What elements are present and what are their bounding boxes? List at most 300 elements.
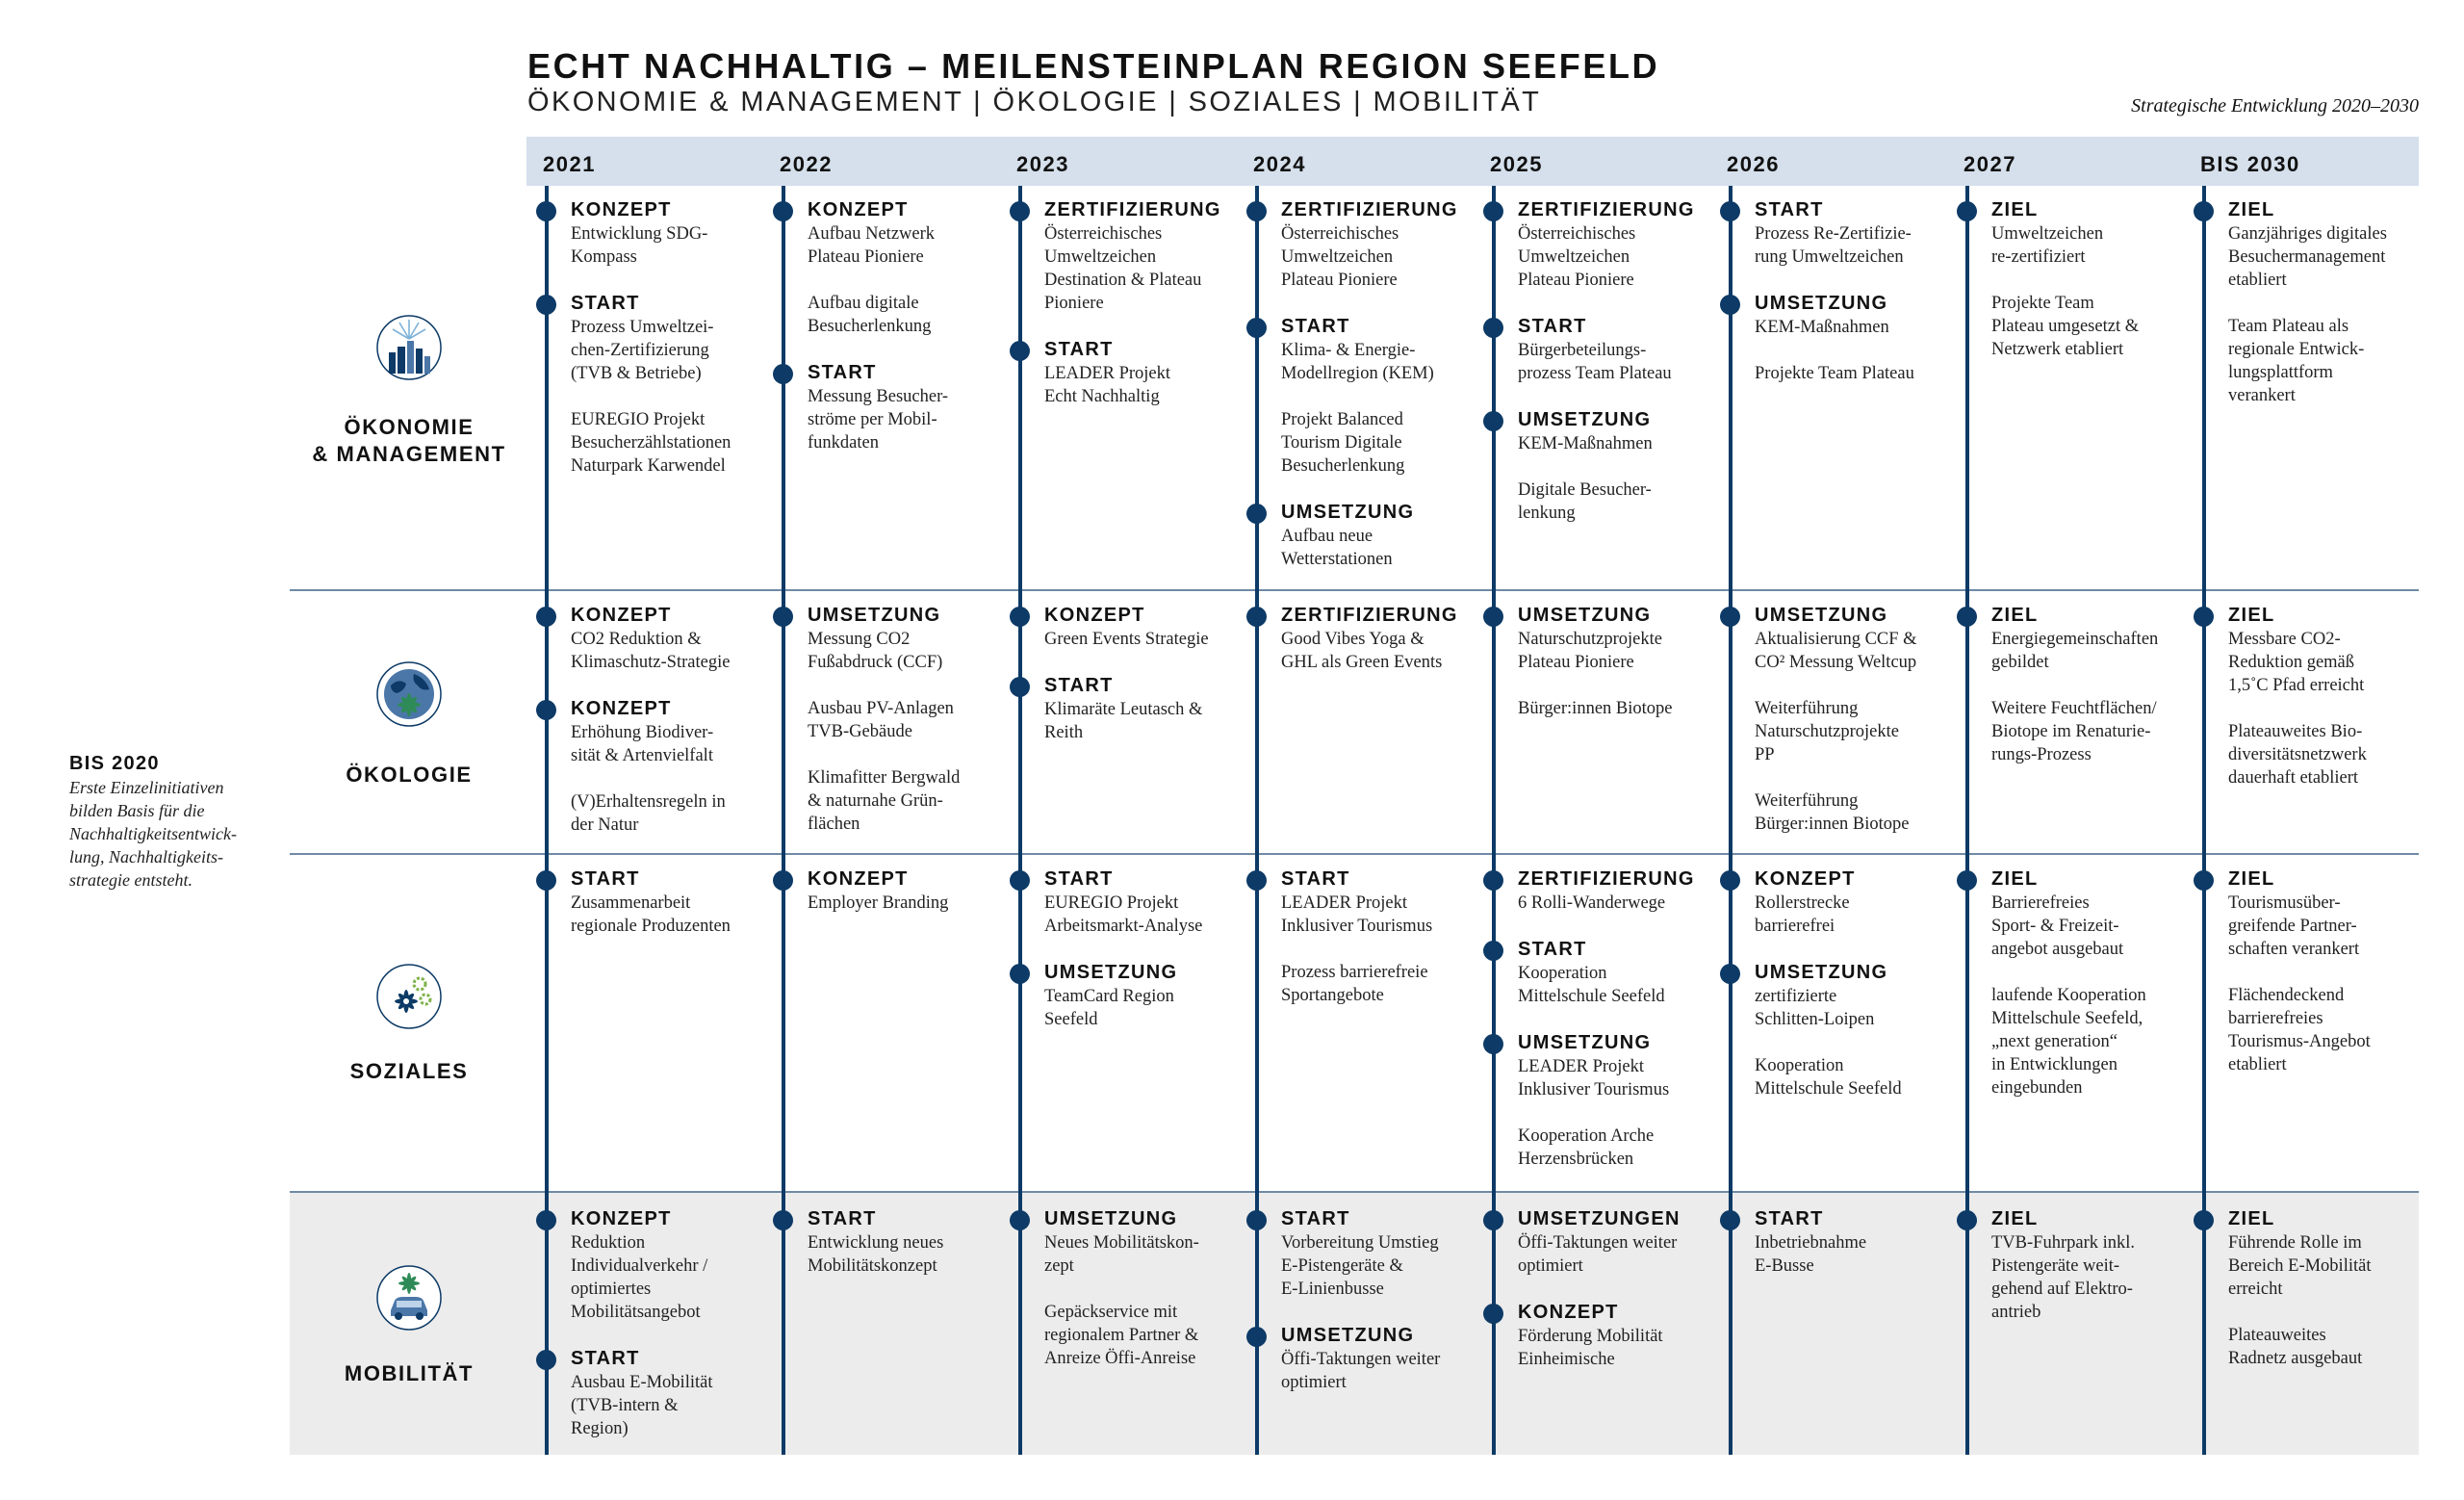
milestone-text: Projekte Team Plateau <box>1755 364 1914 383</box>
milestone-dot <box>773 1210 793 1230</box>
milestone-entry <box>1755 1207 1945 1278</box>
milestone-entry <box>1991 198 2182 269</box>
milestone-entry <box>808 604 998 674</box>
milestone-label: UMSETZUNG <box>1518 409 1652 430</box>
milestone-entry <box>1518 408 1708 455</box>
milestone-entry <box>1518 1207 1708 1278</box>
milestone-cell <box>2228 1207 2419 1393</box>
milestone-entry <box>1755 198 1945 269</box>
year-label: BIS 2030 <box>2200 152 2300 176</box>
flower-gears-icon <box>375 963 443 1030</box>
milestone-text: Weitere Feuchtflächen/ Biotope im Renaturie- rungs-Prozess <box>1991 699 2157 764</box>
milestone-text: Good Vibes Yoga & GHL als Green Events <box>1281 630 1443 672</box>
milestone-text: Erhöhung Biodiver- sität & Artenvielfalt <box>571 723 714 765</box>
milestone-text: Weiterführung Naturschutzprojekte PP <box>1755 699 1899 764</box>
milestone-dot <box>1246 607 1267 627</box>
bis-2020-heading: BIS 2020 <box>69 753 160 774</box>
milestone-dot <box>1957 1210 1977 1230</box>
milestone-entry <box>1518 604 1708 674</box>
milestone-entry <box>571 408 761 478</box>
milestone-dot <box>2194 870 2214 891</box>
milestone-text: Tourismusüber- greifende Partner- schaften verankert <box>2228 893 2360 959</box>
milestone-dot <box>1957 870 1977 891</box>
milestone-label: ZERTIFIZIERUNG <box>1281 605 1458 626</box>
year-label: 2023 <box>1016 152 1069 176</box>
milestone-cell <box>2228 867 2419 1099</box>
milestone-text: CO2 Reduktion & Klimaschutz-Strategie <box>571 630 731 672</box>
milestone-cell <box>2228 198 2419 430</box>
milestone-label: UMSETZUNG <box>1281 502 1415 523</box>
milestone-dot <box>536 870 556 891</box>
milestone-entry <box>1518 938 1708 1008</box>
milestone-cell <box>1518 867 1708 1194</box>
milestone-label: START <box>1044 868 1114 890</box>
milestone-dot <box>1720 201 1740 221</box>
milestone-dot <box>1720 607 1740 627</box>
milestone-entry <box>1518 1031 1708 1101</box>
milestone-label: START <box>808 362 877 383</box>
milestone-text: Employer Branding <box>808 893 949 913</box>
milestone-entry <box>1755 697 1945 766</box>
milestone-text: Ausbau PV-Anlagen TVB-Gebäude <box>808 699 954 741</box>
milestone-text: 6 Rolli-Wanderwege <box>1518 893 1666 913</box>
milestone-dot <box>536 295 556 315</box>
milestone-text: Rollerstrecke barrierefrei <box>1755 893 1850 936</box>
milestone-entry <box>1991 697 2182 766</box>
milestone-cell <box>1991 604 2182 789</box>
milestone-entry <box>1518 198 1708 292</box>
bis-2020-text: Erste Einzelinitiativen bilden Basis für die Nachhaltigkeitsentwick- lung, Nachhaltigkeits- strategie entsteht. <box>69 778 237 890</box>
milestone-text: Bürgerbeteilungs- prozess Team Plateau <box>1518 341 1672 383</box>
milestone-dot <box>536 607 556 627</box>
milestone-label: UMSETZUNGEN <box>1518 1208 1681 1229</box>
milestone-entry <box>808 361 998 454</box>
year-label: 2024 <box>1253 152 1306 176</box>
milestone-dot <box>1720 870 1740 891</box>
milestone-entry <box>571 790 761 837</box>
milestone-cell <box>1518 198 1708 548</box>
row-label: ÖKOLOGIE <box>346 763 473 787</box>
milestone-dot <box>773 870 793 891</box>
milestone-dot <box>536 1350 556 1370</box>
milestone-text: Messbare CO2- Reduktion gemäß 1,5˚C Pfad erreicht <box>2228 630 2365 695</box>
milestone-cell <box>571 198 761 501</box>
milestone-entry <box>571 867 761 938</box>
milestone-entry <box>1281 315 1472 385</box>
milestone-text: Barrierefreies Sport- & Freizeit- angebot ausgebaut <box>1991 893 2124 959</box>
milestone-entry <box>808 867 998 915</box>
milestone-dot <box>536 700 556 720</box>
milestone-label: ZIEL <box>2228 868 2275 890</box>
milestone-label: KONZEPT <box>808 868 909 890</box>
milestone-cell <box>808 604 998 859</box>
milestone-text: Entwicklung neues Mobilitätskonzept <box>808 1233 944 1276</box>
milestone-entry <box>808 766 998 836</box>
milestone-entry <box>808 1207 998 1278</box>
milestone-label: START <box>1044 339 1114 360</box>
milestone-cell <box>1991 867 2182 1123</box>
milestone-label: UMSETZUNG <box>1518 605 1652 626</box>
milestone-text: Inbetriebnahme E-Busse <box>1755 1233 1867 1276</box>
milestone-entry <box>2228 867 2419 961</box>
milestone-text: (V)Erhaltensregeln in der Natur <box>571 792 726 835</box>
milestone-text: Messung Besucher- ströme per Mobil- funkdaten <box>808 387 949 453</box>
milestone-cell <box>1044 198 1235 431</box>
milestone-entry <box>1755 292 1945 339</box>
milestone-text: Green Events Strategie <box>1044 630 1209 649</box>
milestone-cell <box>1991 1207 2182 1347</box>
bis-2020-note <box>69 751 291 892</box>
timeline-line <box>1492 186 1496 1455</box>
milestone-text: Vorbereitung Umstieg E-Pistengeräte & E-Linienbusse <box>1281 1233 1439 1299</box>
milestone-dot <box>1246 1327 1267 1347</box>
milestone-entry <box>1044 961 1235 1031</box>
milestone-text: EUREGIO Projekt Arbeitsmarkt-Analyse <box>1044 893 1203 936</box>
milestone-cell <box>1281 198 1472 594</box>
milestone-cell <box>2228 604 2419 813</box>
milestone-label: UMSETZUNG <box>1044 1208 1178 1229</box>
milestone-entry <box>2228 315 2419 407</box>
milestone-dot <box>1483 941 1503 961</box>
year-label: 2022 <box>780 152 833 176</box>
milestone-entry <box>1991 292 2182 361</box>
row-label: MOBILITÄT <box>344 1361 475 1385</box>
milestone-cell <box>1755 604 1945 859</box>
milestone-cell <box>1044 604 1235 767</box>
milestone-entry <box>1518 1301 1708 1371</box>
milestone-text: Österreichisches Umweltzeichen Plateau Pioniere <box>1281 224 1399 290</box>
timeline-line <box>1255 186 1259 1455</box>
milestone-label: START <box>571 293 640 314</box>
milestone-label: ZIEL <box>1991 868 2039 890</box>
milestone-dot <box>1246 201 1267 221</box>
milestone-dot <box>773 201 793 221</box>
milestone-text: Öffi-Taktungen weiter optimiert <box>1281 1350 1441 1392</box>
milestone-text: Reduktion Individualverkehr / optimiertes Mobilitätsangebot <box>571 1233 708 1322</box>
milestone-dot <box>1957 607 1977 627</box>
milestone-text: KEM-Maßnahmen <box>1518 434 1653 453</box>
milestone-text: KEM-Maßnahmen <box>1755 318 1889 337</box>
milestone-text: Förderung Mobilität Einheimische <box>1518 1327 1663 1369</box>
milestone-text: Entwicklung SDG- Kompass <box>571 224 708 267</box>
milestone-dot <box>1010 677 1030 697</box>
milestone-label: START <box>1518 316 1587 337</box>
milestone-text: Plateauweites Radnetz ausgebaut <box>2228 1326 2363 1368</box>
milestone-cell <box>571 1207 761 1463</box>
city-skyline-icon <box>375 314 443 381</box>
milestone-text: Aufbau digitale Besucherlenkung <box>808 294 932 336</box>
milestone-label: KONZEPT <box>1755 868 1856 890</box>
milestone-entry <box>2228 984 2419 1076</box>
milestone-text: Flächendeckend barrierefreies Tourismus-Angebot etabliert <box>2228 986 2371 1074</box>
milestone-label: UMSETZUNG <box>1518 1032 1652 1053</box>
row-separator <box>290 1191 2419 1193</box>
milestone-entry <box>571 697 761 767</box>
milestone-text: Digitale Besucher- lenkung <box>1518 480 1652 523</box>
milestone-text: Bürger:innen Biotope <box>1518 699 1673 718</box>
milestone-entry <box>2228 1207 2419 1301</box>
milestone-text: TVB-Fuhrpark inkl. Pistengeräte weit- gehend auf Elektro- antrieb <box>1991 1233 2136 1322</box>
milestone-text: Klima- & Energie- Modellregion (KEM) <box>1281 341 1434 383</box>
milestone-label: START <box>1518 939 1587 960</box>
milestone-entry <box>1044 604 1235 651</box>
milestone-text: Prozess barrierefreie Sportangebote <box>1281 963 1428 1005</box>
milestone-entry <box>2228 604 2419 697</box>
milestone-entry <box>571 604 761 674</box>
milestone-label: ZIEL <box>1991 199 2039 220</box>
milestone-label: UMSETZUNG <box>1755 605 1888 626</box>
milestone-text: Energiegemeinschaften gebildet <box>1991 630 2159 672</box>
milestone-cell <box>808 1207 998 1301</box>
milestone-entry <box>1281 408 1472 478</box>
milestone-cell <box>1755 1207 1945 1301</box>
milestone-dot <box>2194 201 2214 221</box>
milestone-entry <box>1281 198 1472 292</box>
timeline-line <box>1018 186 1022 1455</box>
milestone-cell <box>571 867 761 961</box>
milestone-entry <box>2228 198 2419 292</box>
milestone-entry <box>1044 1207 1235 1278</box>
milestone-dot <box>773 364 793 384</box>
milestone-dot <box>1483 1034 1503 1054</box>
car-leaf-icon <box>375 1264 443 1332</box>
milestone-text: Aufbau Netzwerk Plateau Pioniere <box>808 224 936 267</box>
milestone-text: Ausbau E-Mobilität (TVB-intern & Region) <box>571 1373 713 1438</box>
milestone-text: Prozess Re-Zertifizie- rung Umweltzeichen <box>1755 224 1912 267</box>
milestone-text: Naturschutzprojekte Plateau Pioniere <box>1518 630 1662 672</box>
year-label: 2021 <box>543 152 596 176</box>
milestone-label: START <box>1755 199 1824 220</box>
milestone-text: Gepäckservice mit regionalem Partner & Anreize Öffi-Anreise <box>1044 1303 1199 1368</box>
milestone-label: ZERTIFIZIERUNG <box>1518 199 1695 220</box>
milestone-label: UMSETZUNG <box>1755 293 1888 314</box>
milestone-label: KONZEPT <box>571 199 672 220</box>
globe-leaf-icon <box>375 660 443 728</box>
milestone-entry <box>1755 1054 1945 1100</box>
milestone-entry <box>1281 867 1472 938</box>
milestone-text: Aufbau neue Wetterstationen <box>1281 527 1393 569</box>
milestone-text: Projekte Team Plateau umgesetzt & Netzwerk etabliert <box>1991 294 2140 359</box>
milestone-text: LEADER Projekt Inklusiver Tourismus <box>1518 1057 1670 1099</box>
milestone-dot <box>1010 607 1030 627</box>
milestone-text: Österreichisches Umweltzeichen Plateau Pioniere <box>1518 224 1636 290</box>
milestone-text: Zusammenarbeit regionale Produzenten <box>571 893 731 936</box>
milestone-dot <box>1720 964 1740 984</box>
milestone-label: UMSETZUNG <box>808 605 941 626</box>
year-label: 2025 <box>1490 152 1543 176</box>
milestone-cell <box>808 198 998 478</box>
milestone-entry <box>1755 789 1945 836</box>
milestone-entry <box>1518 867 1708 915</box>
milestone-cell <box>1518 604 1708 743</box>
milestone-entry <box>1044 338 1235 408</box>
milestone-cell <box>1281 1207 1472 1417</box>
milestone-text: Kooperation Mittelschule Seefeld <box>1518 964 1665 1006</box>
milestone-text: LEADER Projekt Echt Nachhaltig <box>1044 364 1171 406</box>
milestone-cell <box>1755 198 1945 408</box>
milestone-entry <box>571 198 761 269</box>
milestone-entry <box>1044 674 1235 744</box>
milestone-label: ZIEL <box>2228 1208 2275 1229</box>
milestone-entry <box>1281 604 1472 674</box>
milestone-dot <box>773 607 793 627</box>
milestone-label: START <box>1044 675 1114 696</box>
milestone-text: Messung CO2 Fußabdruck (CCF) <box>808 630 943 672</box>
milestone-dot <box>1483 318 1503 338</box>
milestone-dot <box>2194 607 2214 627</box>
milestone-entry <box>1518 1125 1708 1171</box>
milestone-text: Kooperation Mittelschule Seefeld <box>1755 1056 1902 1099</box>
milestone-text: Team Plateau als regionale Entwick- lungsplattform verankert <box>2228 317 2365 405</box>
milestone-label: ZERTIFIZIERUNG <box>1044 199 1221 220</box>
row-label: SOZIALES <box>349 1059 469 1083</box>
milestone-dot <box>536 201 556 221</box>
milestone-entry <box>1991 604 2182 674</box>
milestone-entry <box>1281 501 1472 571</box>
milestone-text: Klimafitter Bergwald & naturnahe Grün- flächen <box>808 768 961 834</box>
milestone-text: Neues Mobilitätskon- zept <box>1044 1233 1199 1276</box>
milestone-entry <box>1281 1324 1472 1394</box>
milestone-label: KONZEPT <box>1518 1302 1619 1323</box>
milestone-text: Kooperation Arche Herzensbrücken <box>1518 1126 1655 1169</box>
milestone-dot <box>1246 1210 1267 1230</box>
milestone-dot <box>1010 1210 1030 1230</box>
milestone-text: laufende Kooperation Mittelschule Seefeld, „next generation“ in Entwicklungen eingebunden <box>1991 986 2146 1098</box>
milestone-entry <box>1281 961 1472 1007</box>
milestone-entry <box>1991 984 2182 1099</box>
milestone-label: KONZEPT <box>571 605 672 626</box>
milestone-label: UMSETZUNG <box>1755 962 1888 983</box>
milestone-text: Österreichisches Umweltzeichen Destination & Plateau Pioniere <box>1044 224 1202 313</box>
milestone-entry <box>1044 867 1235 938</box>
milestone-dot <box>1246 318 1267 338</box>
year-label: 2026 <box>1727 152 1780 176</box>
milestone-text: Projekt Balanced Tourism Digitale Besucherlenkung <box>1281 410 1405 476</box>
milestone-entry <box>1755 604 1945 674</box>
milestone-entry <box>2228 720 2419 789</box>
milestone-text: Klimaräte Leutasch & Reith <box>1044 700 1203 742</box>
milestone-dot <box>1010 341 1030 361</box>
timeline-line <box>1965 186 1969 1455</box>
milestone-entry <box>1518 697 1708 720</box>
milestone-dot <box>1720 1210 1740 1230</box>
milestone-entry <box>1518 315 1708 385</box>
milestone-cell <box>1991 198 2182 384</box>
milestone-text: Ganzjähriges digitales Besuchermanagement etabliert <box>2228 224 2387 290</box>
milestone-label: START <box>571 868 640 890</box>
milestone-text: zertifizierte Schlitten-Loipen <box>1755 987 1875 1029</box>
milestone-cell <box>1281 604 1472 697</box>
milestone-dot <box>2194 1210 2214 1230</box>
milestone-label: ZERTIFIZIERUNG <box>1518 868 1695 890</box>
milestone-label: ZIEL <box>1991 605 2039 626</box>
milestone-entry <box>2228 1324 2419 1370</box>
milestone-text: EUREGIO Projekt Besucherzählstationen Naturpark Karwendel <box>571 410 732 476</box>
milestone-label: KONZEPT <box>1044 605 1145 626</box>
milestone-text: Plateauweites Bio- diversitätsnetzwerk dauerhaft etabliert <box>2228 722 2367 788</box>
milestone-entry <box>571 292 761 385</box>
milestone-dot <box>1483 1210 1503 1230</box>
milestone-entry <box>1518 478 1708 525</box>
milestone-text: TeamCard Region Seefeld <box>1044 987 1174 1029</box>
milestone-cell <box>1518 1207 1708 1394</box>
milestone-text: Prozess Umweltzei- chen-Zertifizierung (TVB & Betriebe) <box>571 318 714 383</box>
milestone-label: UMSETZUNG <box>1044 962 1178 983</box>
timeline-line <box>2202 186 2206 1455</box>
milestone-cell <box>1044 867 1235 1054</box>
milestone-text: Aktualisierung CCF & CO² Messung Weltcup <box>1755 630 1917 672</box>
milestone-entry <box>808 697 998 743</box>
milestone-dot <box>1483 870 1503 891</box>
milestone-dot <box>1010 870 1030 891</box>
milestone-cell <box>808 867 998 938</box>
milestone-label: KONZEPT <box>808 199 909 220</box>
milestone-dot <box>1483 607 1503 627</box>
row-label: ÖKONOMIE & MANAGEMENT <box>312 415 506 466</box>
milestone-cell <box>1755 867 1945 1124</box>
milestone-entry <box>808 198 998 269</box>
milestone-text: LEADER Projekt Inklusiver Tourismus <box>1281 893 1433 936</box>
milestone-dot <box>1720 295 1740 315</box>
milestone-label: START <box>808 1208 877 1229</box>
milestone-cell <box>571 604 761 860</box>
milestone-label: ZIEL <box>2228 605 2275 626</box>
milestone-dot <box>1483 201 1503 221</box>
milestone-label: START <box>1755 1208 1824 1229</box>
milestone-entry <box>571 1347 761 1440</box>
milestone-label: START <box>1281 1208 1350 1229</box>
milestone-text: Führende Rolle im Bereich E-Mobilität erreicht <box>2228 1233 2372 1299</box>
page-subtitle: ÖKONOMIE & MANAGEMENT | ÖKOLOGIE | SOZIALES | MOBILITÄT <box>527 87 1542 117</box>
milestone-text: Weiterführung Bürger:innen Biotope <box>1755 791 1910 834</box>
milestone-label: UMSETZUNG <box>1281 1325 1415 1346</box>
milestone-label: ZIEL <box>1991 1208 2039 1229</box>
milestone-entry <box>1755 362 1945 385</box>
year-label: 2027 <box>1964 152 2016 176</box>
milestone-entry <box>571 1207 761 1324</box>
milestone-dot <box>1246 504 1267 524</box>
strategy-note: Strategische Entwicklung 2020–2030 <box>2131 95 2419 116</box>
milestone-entry <box>1281 1207 1472 1301</box>
milestone-label: START <box>1281 868 1350 890</box>
milestone-label: START <box>1281 316 1350 337</box>
milestone-text: Umweltzeichen re-zertifiziert <box>1991 224 2104 267</box>
milestone-dot <box>1957 201 1977 221</box>
milestone-dot <box>1483 411 1503 431</box>
milestone-dot <box>1483 1304 1503 1324</box>
milestone-dot <box>1246 870 1267 891</box>
milestone-entry <box>1044 198 1235 315</box>
timeline-line <box>545 186 549 1455</box>
milestone-label: ZIEL <box>2228 199 2275 220</box>
timeline-line <box>1729 186 1732 1455</box>
milestone-entry <box>1044 1301 1235 1370</box>
milestone-label: ZERTIFIZIERUNG <box>1281 199 1458 220</box>
milestone-entry <box>1991 1207 2182 1324</box>
milestone-cell <box>1281 867 1472 1030</box>
milestone-entry <box>808 292 998 338</box>
page-title: ECHT NACHHALTIG – MEILENSTEINPLAN REGION SEEFELD <box>527 46 1660 86</box>
milestone-label: START <box>571 1348 640 1369</box>
milestone-entry <box>1755 961 1945 1031</box>
milestone-label: KONZEPT <box>571 698 672 719</box>
milestone-dot <box>1010 201 1030 221</box>
milestone-entry <box>1991 867 2182 961</box>
milestone-cell <box>1044 1207 1235 1393</box>
milestone-entry <box>1755 867 1945 938</box>
milestone-dot <box>1010 964 1030 984</box>
milestone-dot <box>536 1210 556 1230</box>
